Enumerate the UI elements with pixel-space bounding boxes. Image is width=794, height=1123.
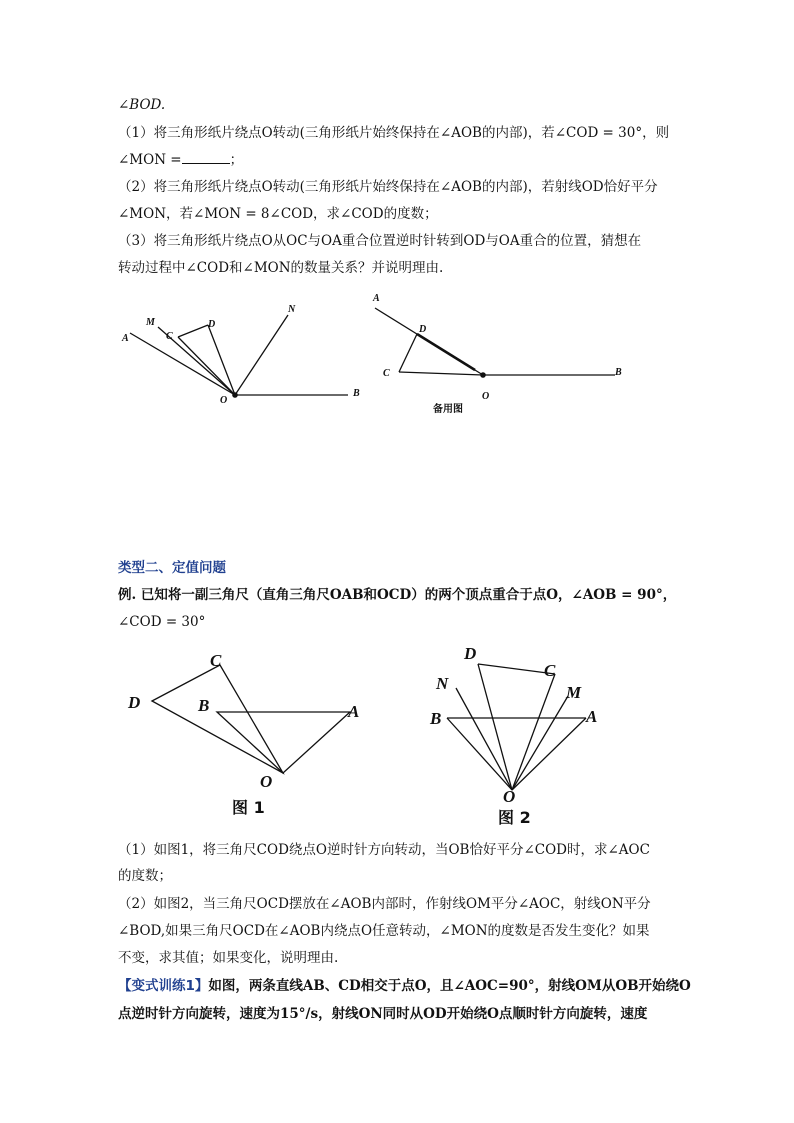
figure-caption: 图 1 — [232, 798, 265, 817]
figure-backup-diagram — [365, 288, 635, 418]
text-line: ∠MON，若∠MON = 8∠COD，求∠COD的度数； — [118, 206, 438, 222]
text-line: （2）如图2，当三角尺OCD摆放在∠AOB内部时，作射线OM平分∠AOC，射线ON平分 — [118, 896, 651, 912]
text-line: ∠BOD. — [118, 97, 166, 113]
figure-rotation-diagram — [110, 295, 370, 415]
text-fragment: ∠MON = — [118, 152, 182, 168]
label-B: B — [430, 709, 442, 728]
label-C: C — [544, 661, 556, 680]
text-fragment: ； — [229, 152, 244, 168]
label-A: A — [373, 293, 380, 304]
label-D: D — [128, 693, 141, 712]
label-C: C — [383, 368, 390, 379]
text-line: 不变，求其值；如果变化，说明理由. — [118, 950, 339, 966]
label-D: D — [464, 644, 477, 663]
text-line: 的度数； — [118, 868, 172, 884]
label-A: A — [122, 333, 129, 344]
variant-label: 【变式训练1】 — [118, 978, 209, 994]
text-line — [118, 586, 676, 604]
label-N: N — [436, 674, 449, 693]
text-line: （2）将三角形纸片绕点O转动(三角形纸片始终保持在∠AOB的内部)，若射线OD恰好平分 — [118, 179, 658, 195]
label-C: C — [210, 651, 222, 670]
label-D: D — [419, 324, 427, 335]
figure-2-triangles — [420, 640, 620, 835]
label-N: N — [288, 304, 296, 315]
example-text: 例. 已知将一副三角尺（直角三角尺OAB和OCD）的两个顶点重合于点O，∠AOB = 90°， — [118, 587, 677, 603]
text-line — [118, 977, 691, 995]
label-M: M — [566, 683, 582, 702]
label-O: O — [220, 395, 228, 406]
text-line: ∠BOD,如果三角尺OCD在∠AOB内绕点O任意转动，∠MON的度数是否发生变化？如果 — [118, 923, 650, 939]
text-line: （3）将三角形纸片绕点O从OC与OA重合位置逆时针转到OD与OA重合的位置，猜想在 — [118, 233, 642, 249]
label-C: C — [166, 331, 173, 342]
variant-text: 如图，两条直线AB、CD相交于点O，且∠AOC=90°，射线OM从OB开始绕O — [208, 978, 691, 994]
text-line: 点逆时针方向旋转，速度为15°/s，射线ON同时从OD开始绕O点顺时针方向旋转，速度 — [118, 1006, 648, 1022]
label-M: M — [146, 317, 155, 328]
label-B: B — [198, 696, 210, 715]
figure-1-triangles — [120, 645, 380, 825]
text-line: 转动过程中∠COD和∠MON的数量关系？并说明理由. — [118, 260, 444, 276]
label-B: B — [615, 367, 622, 378]
label-D: D — [208, 319, 216, 330]
figure-caption: 备用图 — [433, 404, 463, 415]
label-O: O — [482, 391, 490, 402]
figure-caption: 图 2 — [498, 808, 531, 827]
label-O: O — [260, 772, 273, 791]
text-line: （1）如图1，将三角尺COD绕点O逆时针方向转动，当OB恰好平分∠COD时，求∠AOC — [118, 842, 650, 858]
label-A: A — [348, 702, 360, 721]
label-A: A — [586, 707, 598, 726]
answer-blank[interactable] — [182, 151, 230, 164]
label-B: B — [353, 388, 360, 399]
label-O: O — [503, 787, 516, 806]
text-line: ∠COD = 30° — [118, 614, 206, 630]
text-line: （1）将三角形纸片绕点O转动(三角形纸片始终保持在∠AOB的内部)，若∠COD = 30°，则 — [118, 125, 670, 141]
section-heading: 类型二、定值问题 — [118, 560, 226, 576]
text-line — [118, 151, 243, 169]
